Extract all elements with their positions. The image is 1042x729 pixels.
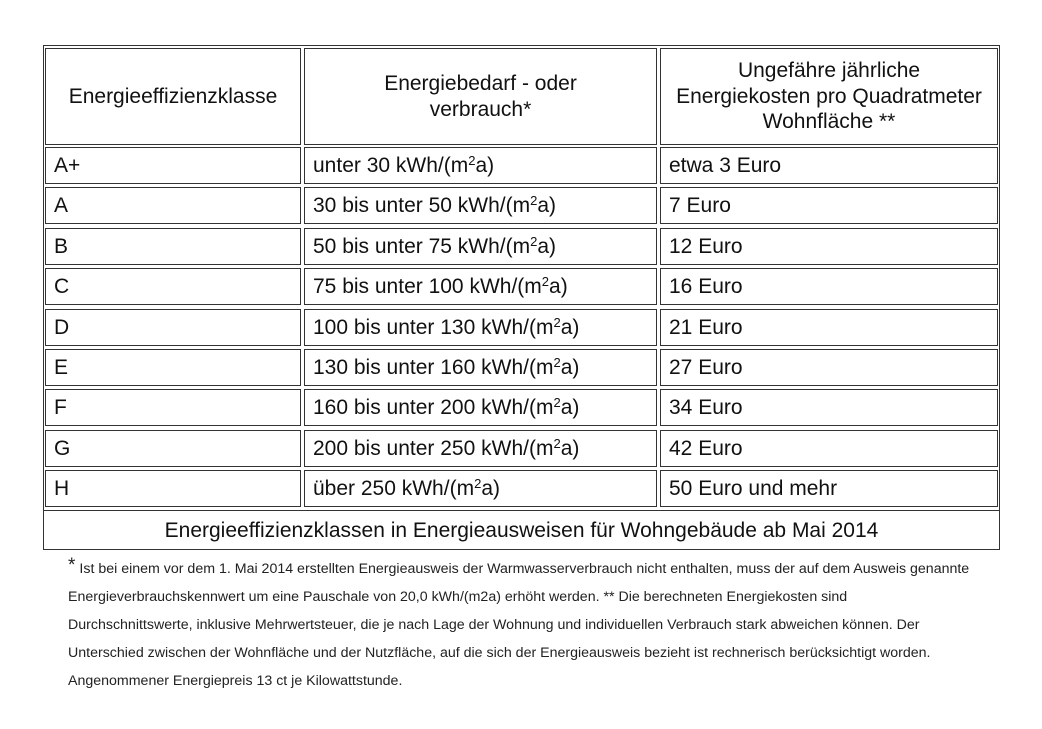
energy-demand-value: über 250 kWh/(m	[313, 477, 475, 500]
energy-demand-value: unter 30 kWh/(m	[313, 154, 469, 177]
unit-suffix: a)	[560, 356, 580, 379]
row-kosten-cell	[660, 309, 998, 346]
unit-suffix: a)	[549, 275, 568, 298]
unit-suffix: a)	[475, 154, 495, 177]
row-klasse-cell	[45, 228, 301, 265]
table-caption: Energieeffizienzklassen in Energieausweisen für Wohngebäude ab Mai 2014	[44, 510, 999, 550]
row-bedarf-cell	[304, 389, 657, 426]
energy-cost-value: 50 Euro und mehr	[669, 477, 838, 500]
row-kosten-cell	[660, 187, 998, 224]
row-kosten-cell	[660, 470, 998, 507]
row-kosten-cell	[660, 228, 998, 265]
energy-demand-value: 75 bis unter 100 kWh/(m	[313, 275, 542, 298]
unit-suffix: a)	[560, 437, 580, 460]
unit-exponent: 2	[553, 394, 561, 410]
row-bedarf-cell	[304, 309, 657, 346]
energy-class-value: A	[54, 194, 69, 217]
unit-suffix: a)	[560, 316, 580, 339]
energy-class-value: B	[54, 235, 69, 258]
energy-cost-value: 27 Euro	[669, 356, 743, 379]
energy-demand-value: 50 bis unter 75 kWh/(m	[313, 235, 531, 258]
row-bedarf-cell	[304, 147, 657, 184]
row-kosten-cell	[660, 268, 998, 305]
row-klasse-cell	[45, 349, 301, 386]
energy-demand-value: 160 bis unter 200 kWh/(m	[313, 396, 554, 419]
energy-cost-value: 16 Euro	[669, 275, 743, 298]
row-klasse-cell	[45, 268, 301, 305]
row-bedarf-cell	[304, 430, 657, 467]
unit-exponent: 2	[530, 192, 538, 208]
header-label-kosten: Ungefähre jährliche Energiekosten pro Quadratmeter Wohnfläche **	[676, 59, 982, 134]
row-bedarf-cell	[304, 187, 657, 224]
energy-cost-value: 21 Euro	[669, 316, 743, 339]
footnote	[68, 552, 973, 695]
energy-cost-value: 7 Euro	[669, 194, 731, 217]
unit-exponent: 2	[553, 435, 561, 451]
unit-exponent: 2	[553, 314, 561, 330]
unit-exponent: 2	[530, 233, 538, 249]
unit-exponent: 2	[541, 273, 550, 289]
energy-class-value: G	[54, 437, 71, 460]
energy-cost-value: etwa 3 Euro	[669, 154, 782, 177]
unit-suffix: a)	[537, 194, 557, 217]
row-bedarf-cell	[304, 470, 657, 507]
row-kosten-cell	[660, 430, 998, 467]
unit-suffix: a)	[537, 235, 557, 258]
unit-suffix: a)	[560, 396, 580, 419]
row-bedarf-cell	[304, 349, 657, 386]
row-klasse-cell	[45, 389, 301, 426]
unit-exponent: 2	[553, 354, 561, 370]
unit-suffix: a)	[481, 477, 500, 500]
footnote-text: Ist bei einem vor dem 1. Mai 2014 erstellten Energieausweis der Warmwasserverbrauch nicht enthalten, muss der auf dem Ausweis genannte Energieverbrauchskennwert um eine Pauschale von 20,0 kWh/(m2a) erhöht werden. ** Die berechneten Energiekosten sind Durchschnittswerte, inklusive Mehrwertsteuer, die je nach Lage der Wohnung und individuellen Verbrauch stark abweichen können. Der Unterschied zwischen der Wohnfläche und der Nutzfläche, auf die sich der Energieausweis bezieht ist rechnerisch berücksichtigt worden. Angenommener Energiepreis 13 ct je Kilowattstunde.	[68, 561, 970, 689]
header-energieeffizienzklasse	[45, 48, 301, 145]
energy-demand-value: 100 bis unter 130 kWh/(m	[313, 316, 554, 339]
energy-class-value: A+	[54, 154, 81, 177]
header-energiebedarf	[304, 48, 657, 145]
row-bedarf-cell	[304, 228, 657, 265]
energy-cost-value: 12 Euro	[669, 235, 743, 258]
energy-demand-value: 200 bis unter 250 kWh/(m	[313, 437, 554, 460]
footnote-star: *	[68, 555, 76, 576]
row-kosten-cell	[660, 349, 998, 386]
row-klasse-cell	[45, 430, 301, 467]
row-bedarf-cell	[304, 268, 657, 305]
row-klasse-cell	[45, 147, 301, 184]
header-label-klasse: Energieeffizienzklasse	[68, 84, 278, 108]
energy-class-value: E	[54, 356, 69, 379]
header-label-bedarf: Energiebedarf - oder verbrauch*	[384, 71, 577, 121]
energy-class-value: H	[54, 477, 70, 500]
row-kosten-cell	[660, 147, 998, 184]
row-klasse-cell	[45, 470, 301, 507]
energy-cost-value: 42 Euro	[669, 437, 743, 460]
energy-demand-value: 130 bis unter 160 kWh/(m	[313, 356, 554, 379]
header-energiekosten	[660, 48, 998, 145]
row-klasse-cell	[45, 187, 301, 224]
energy-class-value: F	[54, 396, 67, 419]
energy-cost-value: 34 Euro	[669, 396, 743, 419]
row-kosten-cell	[660, 389, 998, 426]
energy-demand-value: 30 bis unter 50 kWh/(m	[313, 194, 531, 217]
unit-exponent: 2	[468, 152, 476, 168]
row-klasse-cell	[45, 309, 301, 346]
energy-class-value: D	[54, 316, 70, 339]
energy-class-value: C	[54, 275, 70, 298]
unit-exponent: 2	[474, 475, 482, 491]
